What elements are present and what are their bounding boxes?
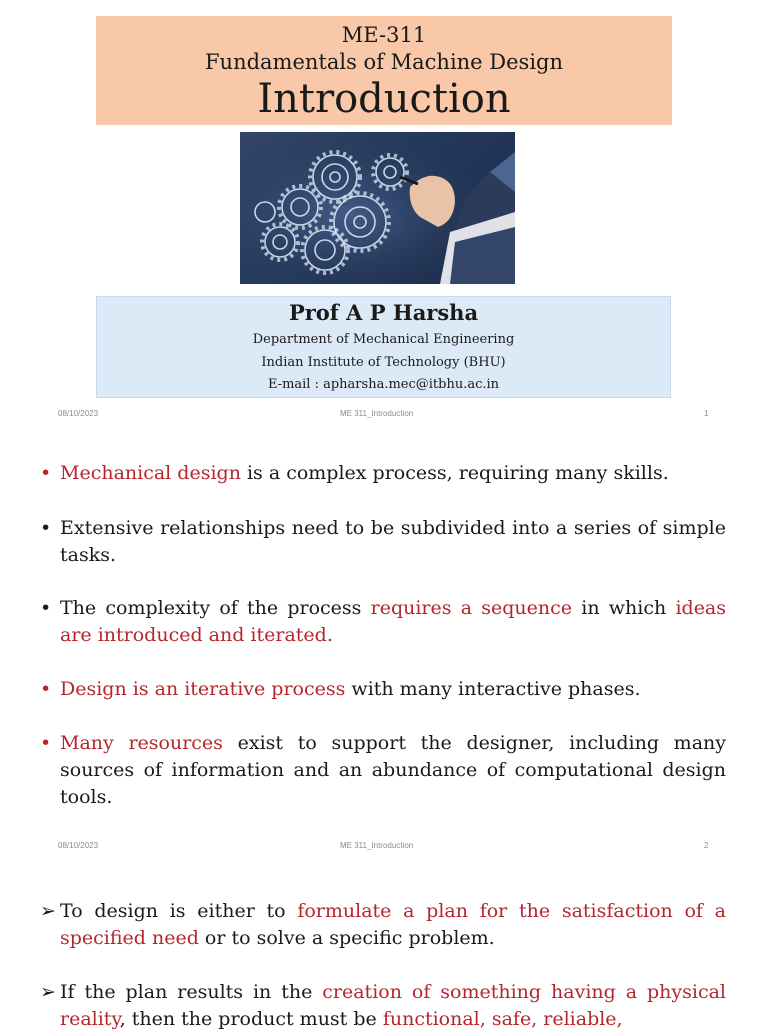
highlighted-text: Design is an iterative process: [60, 678, 346, 700]
course-code: ME-311: [341, 23, 427, 47]
bullet-marker: •: [40, 462, 52, 484]
bullet-item: [40, 676, 726, 703]
arrow-item: [40, 898, 726, 952]
bullet-marker: •: [40, 517, 52, 539]
arrow-marker: ➢: [40, 900, 56, 922]
bullet-item: [40, 515, 726, 569]
professor-name: Prof A P Harsha: [288, 300, 479, 325]
highlighted-text: creation of something having a physical reality: [60, 981, 726, 1030]
bullet-marker: •: [40, 597, 52, 619]
bullet-text: [60, 676, 726, 703]
lecture-title: Introduction: [257, 76, 511, 122]
institute: Indian Institute of Technology (BHU): [261, 355, 506, 370]
bullet-text: [60, 460, 726, 487]
footer-page-number: 1: [704, 409, 709, 418]
gears-hand-image: [240, 132, 515, 284]
highlighted-text: Many resources: [60, 732, 223, 754]
body-text: To design is either to: [60, 900, 298, 922]
body-text: , then the product must be: [119, 1008, 383, 1030]
highlighted-text: ideas are introduced and iterated.: [60, 597, 727, 646]
department: Department of Mechanical Engineering: [252, 332, 515, 347]
arrow-item: [40, 979, 726, 1033]
highlighted-text: formulate a plan for the satisfaction of a specified need: [60, 900, 726, 949]
arrow-text: [60, 979, 726, 1033]
presenter-info: [96, 296, 671, 398]
bullet-item: [40, 460, 726, 487]
footer-title: ME 311_Introduction: [340, 409, 414, 418]
footer-page-number: 2: [704, 841, 709, 850]
bullet-item: [40, 730, 726, 811]
arrow-marker: ➢: [40, 981, 56, 1003]
footer-date: 08/10/2023: [58, 841, 99, 850]
body-text: Extensive relationships need to be subdivided into a series of simple tasks.: [60, 517, 726, 566]
bullet-text: [60, 595, 726, 649]
body-text: in which: [572, 597, 676, 619]
footer-date: 08/10/2023: [58, 409, 99, 418]
course-name: Fundamentals of Machine Design: [204, 50, 564, 74]
body-text: or to solve a specific problem.: [198, 927, 495, 949]
slide1-footer: [0, 409, 768, 421]
highlighted-text: functional, safe, reliable,: [382, 1008, 623, 1030]
highlighted-text: Mechanical design: [60, 462, 241, 484]
bullet-text: [60, 730, 726, 811]
bullet-item: [40, 595, 726, 649]
body-text: If the plan results in the: [60, 981, 323, 1003]
body-text: with many interactive phases.: [345, 678, 641, 700]
bullet-marker: •: [40, 732, 52, 754]
footer-title: ME 311_Introduction: [340, 841, 414, 850]
body-text: exist to support the designer, including many sources of information and an abundance of computational design tools.: [60, 732, 726, 808]
gears-illustration: [240, 132, 515, 284]
body-text: is a complex process, requiring many skills.: [240, 462, 669, 484]
arrow-text: [60, 898, 726, 952]
title-banner: [96, 16, 672, 125]
bullet-text: [60, 515, 726, 569]
body-text: The complexity of the process: [60, 597, 371, 619]
highlighted-text: requires a sequence: [370, 597, 573, 619]
slide2-footer: [0, 841, 768, 853]
email: E-mail : apharsha.mec@itbhu.ac.in: [267, 377, 500, 392]
bullet-marker: •: [40, 678, 52, 700]
